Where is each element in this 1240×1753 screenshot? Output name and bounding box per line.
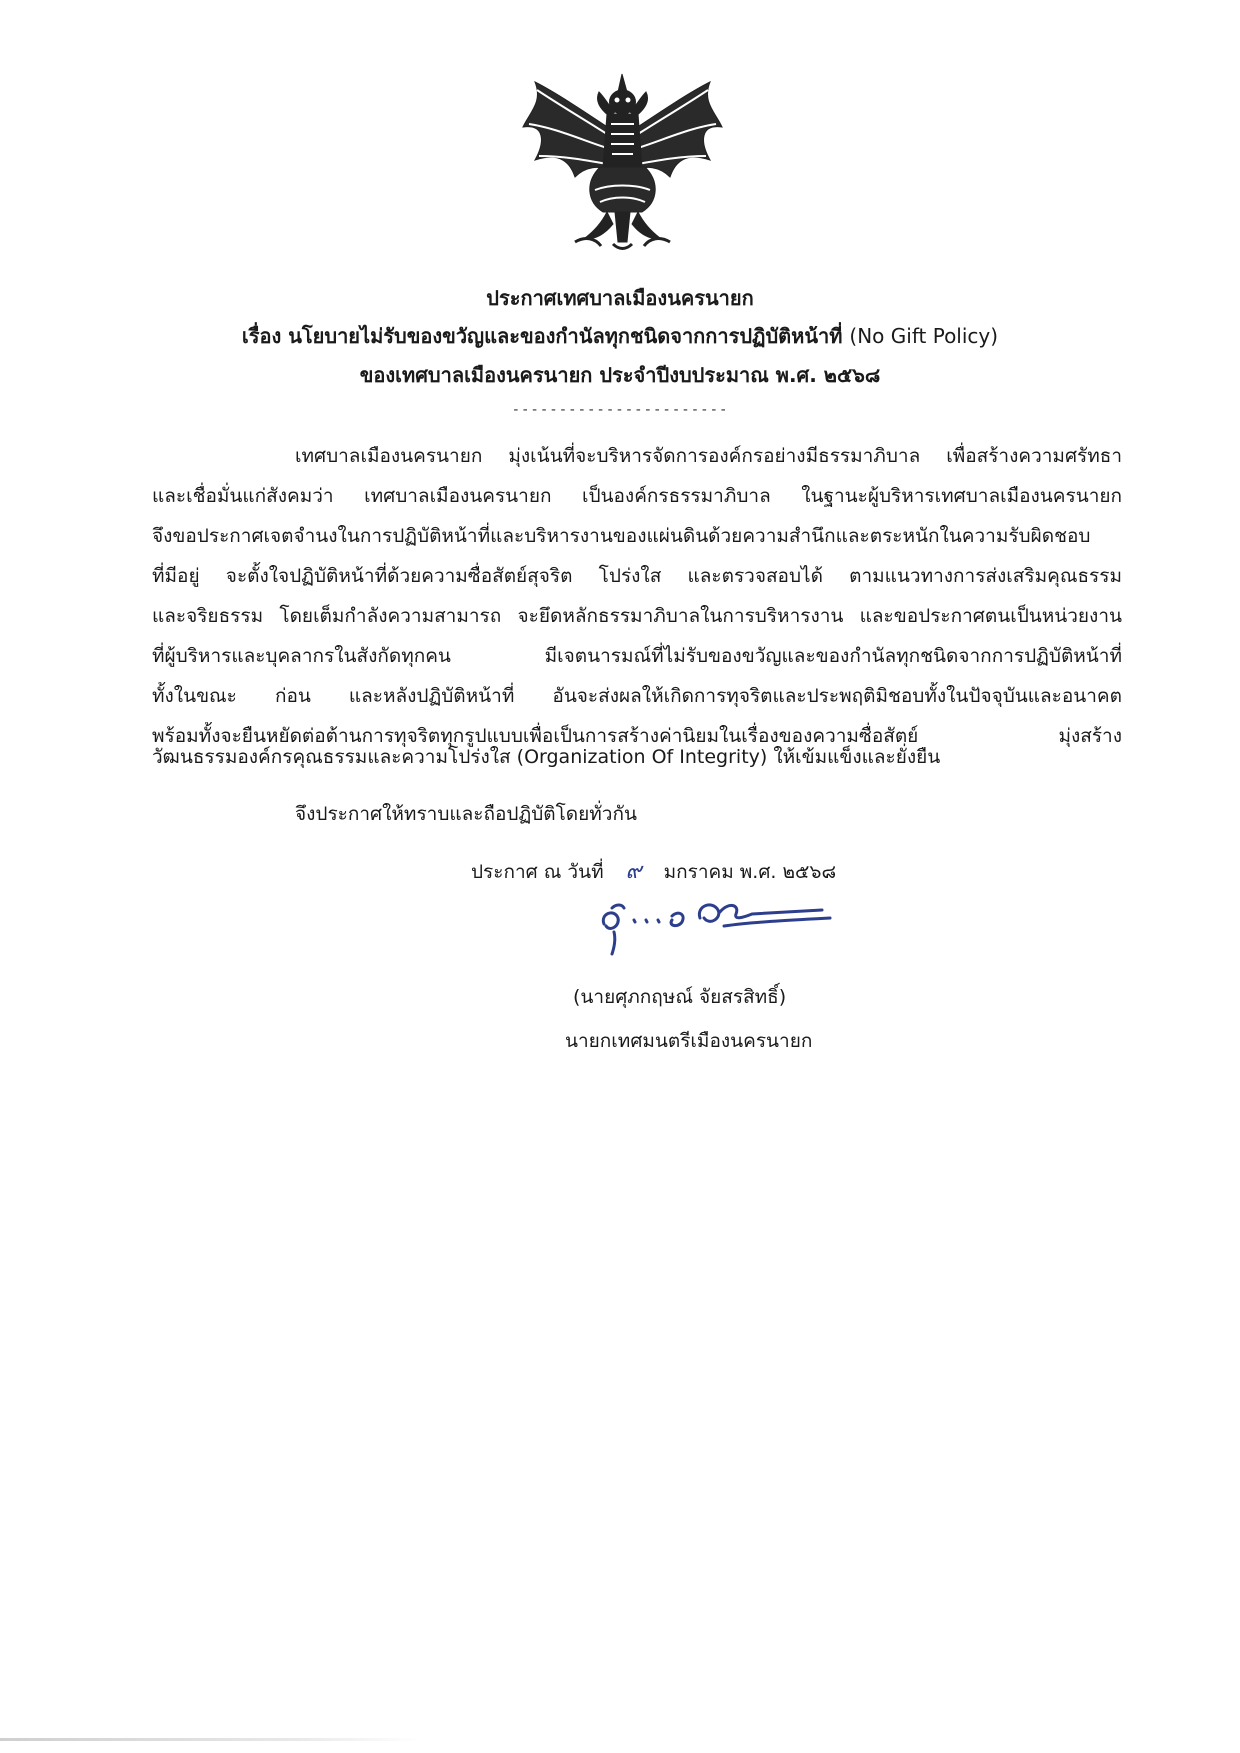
date-prefix: ประกาศ ณ วันที่ [471,861,604,883]
body-line: และจริยธรรม โดยเต็มกำลังความสามารถ จะยึดหลักธรรมาภิบาลในการบริหารงาน และขอประกาศตนเป็นหน่วยงาน [152,605,1122,627]
handwritten-signature [592,878,842,958]
garuda-emblem-icon [515,72,730,252]
subject-thai: เรื่อง นโยบายไม่รับของขวัญและของกำนัลทุกชนิดจากการปฏิบัติหน้าที่ [241,324,843,348]
body-line: วัฒนธรรมองค์กรคุณธรรมและความโปร่งใส (Organization Of Integrity) ให้เข้มแข็งและยั่งยืน [152,746,941,768]
body-line: ที่ผู้บริหารและบุคลากรในสังกัดทุกคน มีเจตนารมณ์ที่ไม่รับของขวัญและของกำนัลทุกชนิดจากการปฏิบัติหน้าที่ [152,645,1122,667]
announcement-subject [0,321,1240,351]
announcement-heading: ประกาศเทศบาลเมืองนครนายก [486,286,754,310]
closing-statement: จึงประกาศให้ทราบและถือปฏิบัติโดยทั่วกัน [295,803,637,825]
header-separator: ----------------------- [511,402,729,418]
date-month-year: มกราคม พ.ศ. ๒๕๖๘ [663,861,837,883]
body-line: เทศบาลเมืองนครนายก มุ่งเน้นที่จะบริหารจัดการองค์กรอย่างมีธรรมาภิบาล เพื่อสร้างความศรัทธา [295,445,1122,467]
signer-title: นายกเทศมนตรีเมืองนครนายก [565,1030,813,1052]
date-day: ๙ [625,859,642,884]
subject-english: (No Gift Policy) [849,324,999,348]
page-bottom-edge [0,1738,420,1741]
body-line: ทั้งในขณะ ก่อน และหลังปฏิบัติหน้าที่ อันจะส่งผลให้เกิดการทุจริตและประพฤติมิชอบทั้งในปัจจุบันและอนาคต [152,685,1122,707]
body-line: และเชื่อมั่นแก่สังคมว่า เทศบาลเมืองนครนายก เป็นองค์กรธรรมาภิบาล ในฐานะผู้บริหารเทศบาลเมืองนครนายก [152,485,1122,507]
body-line: ที่มีอยู่ จะตั้งใจปฏิบัติหน้าที่ด้วยความซื่อสัตย์สุจริต โปร่งใส และตรวจสอบได้ ตามแนวทางการส่งเสริมคุณธรรม [152,565,1122,587]
announcement-fiscal-year: ของเทศบาลเมืองนครนายก ประจำปีงบประมาณ พ.ศ. ๒๕๖๘ [359,363,881,387]
body-line: พร้อมทั้งจะยืนหยัดต่อต้านการทุจริตทุกรูปแบบเพื่อเป็นการสร้างค่านิยมในเรื่องของความซื่อสัตย์ มุ่งสร้าง [152,725,1122,747]
body-line: จึงขอประกาศเจตจำนงในการปฏิบัติหน้าที่และบริหารงานของแผ่นดินด้วยความสำนึกและตระหนักในความรับผิดชอบ [152,525,1091,547]
signer-name: (นายศุภกฤษณ์ จัยสรสิทธิ์) [573,986,787,1008]
